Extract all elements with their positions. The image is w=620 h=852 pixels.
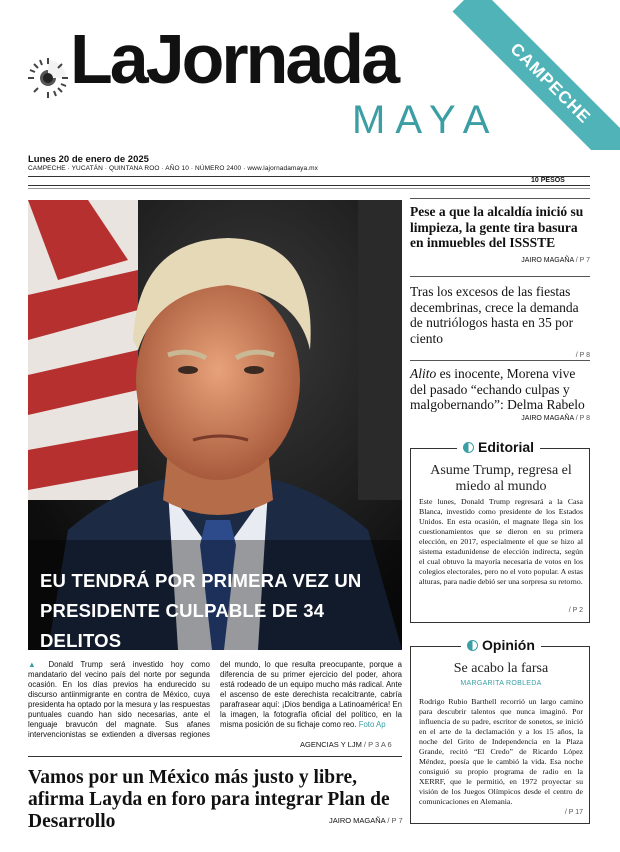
story-headline[interactable]: Tras los excesos de las fiestas decembrinas, crece la demanda de nutriólogos hasta en 35 por ciento [410, 284, 579, 346]
cover-headline-line2: PRESIDENTE CULPABLE DE 34 DELITOS [40, 600, 325, 651]
editorial-body: Este lunes, Donald Trump regresará a la Casa Blanca, investido como presidente de los Estados Unidos. En esta ocasión, el magnate llega sin los cuestionamientos que se dieron en su primera elección, en 2017, especialmente el que se hizo al sistema estadunidense de elección indirecta, según el cual obtuvo la mayoría necesaria de votos en los colegios electorales, pero no el voto popular. A estas alturas, para nadie debió ser una sorpresa su retorno. [419, 497, 583, 586]
story-3[interactable] [410, 366, 590, 422]
story-2[interactable] [410, 284, 590, 359]
headline-italic: Alito [410, 366, 437, 381]
editorial-section: Editorial [478, 439, 535, 455]
byline-name: AGENCIAS Y LJM [300, 740, 362, 749]
byline-name: JAIRO MAGAÑA [329, 816, 386, 825]
divider [410, 198, 590, 199]
editorial-title [457, 439, 540, 455]
main-headline[interactable]: Vamos por un México más justo y libre, afirma Layda en foro para integrar Plan de Desarrollo [28, 767, 390, 832]
photo-caption [28, 660, 402, 740]
byline-name: JAIRO MAGAÑA [521, 256, 574, 264]
story-byline [410, 415, 590, 422]
editorial-headline[interactable]: Asume Trump, regresa el miedo al mundo [430, 463, 572, 494]
cover-headline[interactable] [40, 566, 390, 656]
caption-text: Donald Trump será investido hoy como mandatario del vecino país del norte por segunda ocasión. En los días previos ha endurecido su discurso antiinmigrante en contra de México, cuya presidenta ha optado por la mesura y las respuestas puntuales cuando han sido necesarias, ante el lenguaje bravucón del magnate. Sus afanes intervencionistas se extienden a diversas regiones del mundo, lo que resulta preocupante, porque a diferencia de su primer ejercicio del poder, ahora está rodeado de un equipo mucho más radical. Ante el ascenso de este derechista recalcitrante, cabría parafrasear aquí: ¡Dios bendiga a Latinoamérica! En la imagen, la fotografía oficial del político, en la misma posición de su fichaje como reo. [28, 660, 402, 739]
logo-maya: MAYA [352, 98, 500, 142]
story-byline [410, 257, 590, 264]
region-ribbon[interactable]: CAMPECHE [453, 0, 620, 150]
triangle-icon: ▲ [28, 660, 41, 669]
opinion-head-wrap [421, 661, 581, 687]
opinion-section: Opinión [482, 637, 535, 653]
ribbon-clip [0, 0, 620, 150]
half-moon-icon [463, 442, 474, 453]
page-ref[interactable]: / P 7 [575, 256, 590, 264]
editorial-box[interactable] [410, 439, 590, 623]
opinion-box[interactable] [410, 637, 590, 824]
page-ref[interactable]: / P 7 [387, 816, 403, 825]
logo-la-jornada[interactable]: LaJornada [70, 20, 397, 98]
page-ref[interactable]: / P 17 [564, 809, 583, 816]
cover-headline-line1: EU TENDRÁ POR PRIMERA VEZ UN [40, 570, 362, 591]
half-moon-icon [467, 640, 478, 651]
page-ref[interactable]: / P 2 [568, 607, 583, 614]
edition-line: CAMPECHE · YUCATÁN · QUINTANA ROO · AÑO 10 · NÚMERO 2400 · www.lajornadamaya.mx [28, 165, 318, 172]
page-ref[interactable]: / P 8 [575, 352, 590, 359]
divider [28, 188, 590, 189]
opinion-body: Rodrigo Rubio Barthell recorrió un largo camino para descubrir talentos que nunca imaginó. Por influencia de su padre, escritor de sonetos, se inició en el arte de la declamación y a los 15 años, la noche del Grito de Independencia en la Plaza Grande, recitó “El Credo” de Ricardo López Méndez, poesía que le cambió la vida. Esa noche consiguió su propio programa de radio en la XERRF, que le permitió, en 1972 proyectar su visión de los Juegos Olímpicos desde el centro de comunicaciones en Alemania. [419, 697, 583, 806]
headline-rest: es inocente, Morena vive del pasado “echando culpas y malgobernando”: Delma Rabelo [410, 366, 585, 412]
editorial-headline-wrap [421, 463, 581, 495]
opinion-title [461, 637, 541, 653]
story-byline [410, 352, 590, 359]
page-ref[interactable]: / P 8 [575, 414, 590, 422]
divider [410, 276, 590, 277]
opinion-author[interactable]: MARGARITA ROBLEDA [460, 680, 542, 687]
divider [28, 756, 402, 757]
divider [410, 360, 590, 361]
main-byline [329, 816, 403, 825]
story-headline[interactable] [410, 366, 590, 413]
caption-byline [300, 740, 392, 749]
price: 10 PESOS [531, 177, 565, 184]
byline-name: JAIRO MAGAÑA [521, 414, 574, 422]
divider [28, 176, 590, 177]
story-headline[interactable]: Pese a que la alcaldía inició su limpieza, la gente tira basura en inmuebles del ISSSTE [410, 204, 584, 250]
photo-credit: Foto Ap [358, 720, 386, 729]
issue-date: Lunes 20 de enero de 2025 [28, 154, 149, 165]
page-ref[interactable]: / P 3 A 6 [363, 740, 392, 749]
divider [28, 185, 590, 186]
story-1[interactable] [410, 204, 590, 264]
opinion-headline[interactable]: Se acabo la farsa [453, 661, 549, 676]
